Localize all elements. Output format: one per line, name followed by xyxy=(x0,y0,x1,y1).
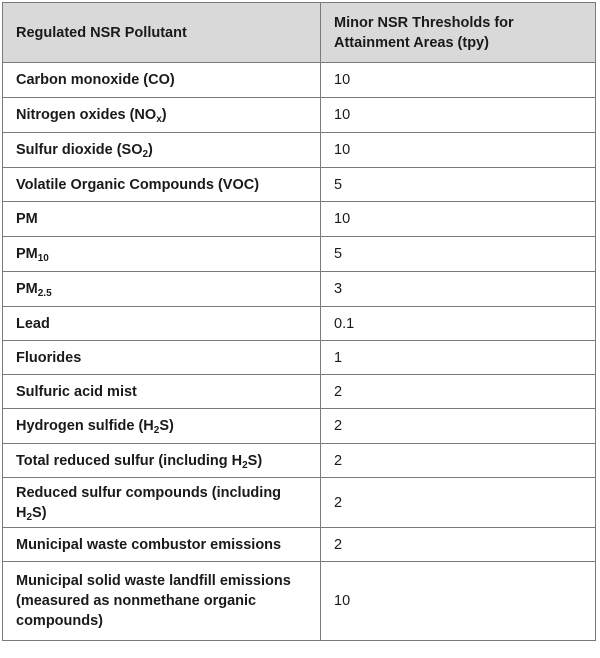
table-row xyxy=(3,202,596,237)
pollutant-cell: $PM_{2.5}$ xyxy=(3,272,321,307)
pollutant-cell: Nitrogen oxides $(NO_x)$ xyxy=(3,98,321,133)
threshold-cell: 10 xyxy=(321,63,596,98)
pollutant-cell: Fluorides xyxy=(3,341,321,375)
table-row xyxy=(3,562,596,641)
table-row xyxy=(3,133,596,168)
table-row xyxy=(3,63,596,98)
subscript: 2 xyxy=(153,425,160,436)
table-row xyxy=(3,444,596,478)
table-row xyxy=(3,98,596,133)
table-row xyxy=(3,375,596,409)
threshold-cell: 3 xyxy=(321,272,596,307)
threshold-cell: 2 xyxy=(321,375,596,409)
subscript: 2.5 xyxy=(37,288,52,299)
table-row xyxy=(3,478,596,528)
pollutant-cell: PM xyxy=(3,202,321,237)
threshold-cell: 10 xyxy=(321,202,596,237)
table-header-row xyxy=(3,3,596,63)
threshold-cell: 2 xyxy=(321,444,596,478)
threshold-cell: 1 xyxy=(321,341,596,375)
threshold-cell: 10 xyxy=(321,98,596,133)
column-header-threshold: Minor NSR Thresholds for Attainment Areas (tpy) xyxy=(321,3,596,63)
pollutant-cell: $PM_{10}$ xyxy=(3,237,321,272)
threshold-cell: 5 xyxy=(321,237,596,272)
pollutant-cell: Carbon monoxide (CO) xyxy=(3,63,321,98)
subscript: 10 xyxy=(37,253,49,264)
table-row xyxy=(3,341,596,375)
threshold-cell: 2 xyxy=(321,528,596,562)
table-row xyxy=(3,168,596,202)
subscript: 2 xyxy=(142,149,149,160)
table-row xyxy=(3,272,596,307)
threshold-cell: 5 xyxy=(321,168,596,202)
pollutant-cell: Municipal solid waste landfill emissions (measured as nonmethane organic compounds) xyxy=(3,562,321,641)
table-body xyxy=(3,63,596,641)
threshold-cell: 2 xyxy=(321,478,596,528)
pollutant-cell: Total reduced sulfur (including $H_2S$) xyxy=(3,444,321,478)
pollutant-cell: Municipal waste combustor emissions xyxy=(3,528,321,562)
table-row xyxy=(3,409,596,444)
threshold-cell: 0.1 xyxy=(321,307,596,341)
pollutant-threshold-table xyxy=(2,2,596,641)
pollutant-cell: Hydrogen sulfide $(H_2S)$ xyxy=(3,409,321,444)
table-row xyxy=(3,237,596,272)
pollutant-cell: Sulfur dioxide $(SO_2)$ xyxy=(3,133,321,168)
subscript: 2 xyxy=(242,459,248,471)
threshold-cell: 10 xyxy=(321,133,596,168)
column-header-pollutant: Regulated NSR Pollutant xyxy=(3,3,321,63)
pollutant-cell: Volatile Organic Compounds (VOC) xyxy=(3,168,321,202)
pollutant-cell: Sulfuric acid mist xyxy=(3,375,321,409)
pollutant-cell: Lead xyxy=(3,307,321,341)
subscript: 2 xyxy=(26,511,33,523)
table-row xyxy=(3,528,596,562)
threshold-cell: 2 xyxy=(321,409,596,444)
threshold-cell: 10 xyxy=(321,562,596,641)
table-row xyxy=(3,307,596,341)
subscript: x xyxy=(156,114,162,125)
pollutant-cell: Reduced sulfur compounds (including $H_2S$) xyxy=(3,478,321,528)
